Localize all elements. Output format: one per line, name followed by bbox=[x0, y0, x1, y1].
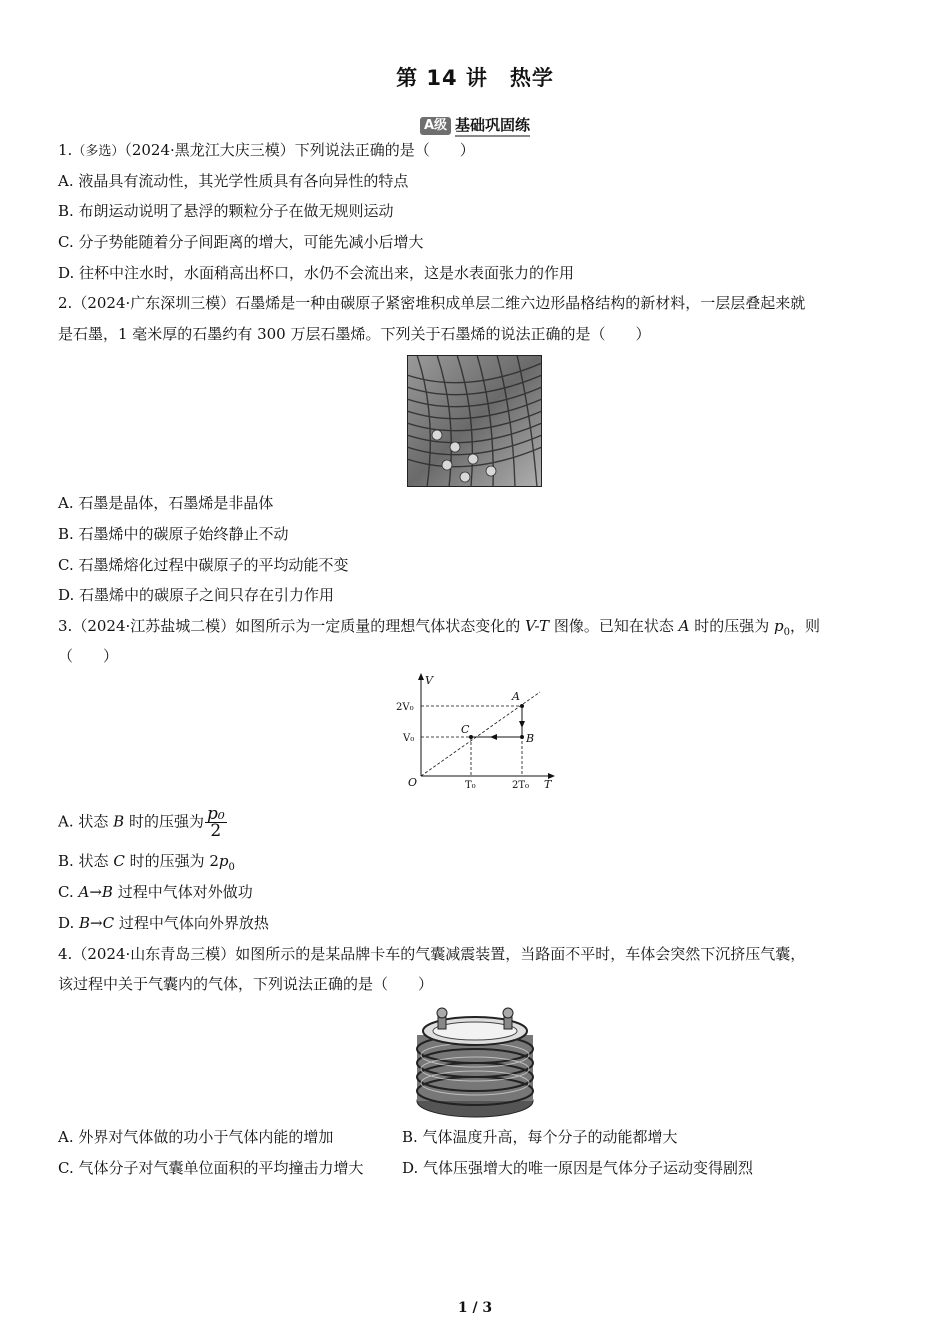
v-axis-label: V bbox=[425, 674, 433, 687]
page-number: 1 / 3 bbox=[457, 1300, 493, 1316]
label-c: C bbox=[461, 723, 470, 736]
air-bag-picture bbox=[412, 1005, 538, 1121]
q4-option-d: D. 气体压强增大的唯一原因是气体分子运动变得剧烈 bbox=[402, 1159, 754, 1177]
graphene-image bbox=[407, 355, 542, 487]
q2-option-a: A. 石墨是晶体，石墨烯是非晶体 bbox=[58, 494, 274, 512]
q3-stem-line2: （ ） bbox=[58, 647, 119, 665]
q3-option-b: B. 状态 C 时的压强为 $2p_0$ bbox=[58, 852, 235, 873]
q2-option-d: D. 石墨烯中的碳原子之间只存在引力作用 bbox=[58, 586, 335, 604]
vt-graph bbox=[394, 670, 560, 792]
graphene-picture bbox=[407, 355, 542, 487]
q1-option-c: C. 分子势能随着分子间距离的增大，可能先减小后增大 bbox=[58, 233, 424, 251]
q3-option-a: A. 状态 B 时的压强为 $\frac{\text{p₀}}{2}$ bbox=[58, 804, 225, 841]
x-tick-2t0: 2T₀ bbox=[512, 780, 530, 791]
level-badge: A级 bbox=[420, 117, 451, 135]
q1-option-d: D. 往杯中注水时，水面稍高出杯口，水仍不会流出来，这是水表面张力的作用 bbox=[58, 264, 575, 282]
q2-option-c: C. 石墨烯熔化过程中碳原子的平均动能不变 bbox=[58, 556, 349, 574]
level-text: 基础巩固练 bbox=[455, 116, 530, 137]
v-axis-arrow bbox=[418, 673, 424, 680]
fraction-p0-over-2: $\frac{\text{p₀}}{2}$ bbox=[206, 804, 225, 841]
level-banner bbox=[0, 114, 950, 135]
q4-option-a: A. 外界对气体做的功小于气体内能的增加 bbox=[58, 1128, 334, 1146]
y-tick-2v0: 2V₀ bbox=[396, 702, 414, 713]
q2-option-b: B. 石墨烯中的碳原子始终静止不动 bbox=[58, 525, 289, 543]
label-a: A bbox=[512, 690, 520, 703]
origin-label: O bbox=[408, 776, 418, 789]
t-axis-label: T bbox=[544, 778, 552, 791]
vt-graph-svg bbox=[394, 670, 560, 792]
y-tick-v0: V₀ bbox=[403, 733, 415, 744]
q2-stem-line2: 是石墨，1 毫米厚的石墨约有 300 万层石墨烯。下列关于石墨烯的说法正确的是（ ） bbox=[58, 325, 651, 343]
point-a bbox=[520, 704, 524, 708]
q4-stem-line1: 4.（2024·山东青岛三模）如图所示的是某品牌卡车的气囊减震装置，当路面不平时，车体会突然下沉挤压气囊， bbox=[58, 945, 806, 963]
q1-option-a: A. 液晶具有流动性，其光学性质具有各向异性的特点 bbox=[58, 172, 409, 190]
page-title: 第 14 讲 热学 bbox=[396, 66, 554, 90]
point-b bbox=[520, 735, 524, 739]
q3-option-d: D. B→C 过程中气体向外界放热 bbox=[58, 914, 269, 932]
q4-option-b: B. 气体温度升高，每个分子的动能都增大 bbox=[402, 1128, 678, 1146]
label-b: B bbox=[526, 732, 535, 745]
air-bag-image bbox=[412, 1005, 538, 1121]
q2-stem-line1: 2.（2024·广东深圳三模）石墨烯是一种由碳原子紧密堆积成单层二维六边形晶格结构的新材料，一层层叠起来就 bbox=[58, 294, 806, 312]
x-tick-t0: T₀ bbox=[465, 780, 476, 791]
q3-stem-line1: 3.（2024·江苏盐城二模）如图所示为一定质量的理想气体状态变化的 V-T 图像。已知在状态 A 时的压强为 $p_0$，则 bbox=[58, 617, 820, 638]
point-c bbox=[469, 735, 473, 739]
q3-option-c: C. A→B 过程中气体对外做功 bbox=[58, 883, 253, 901]
q1-stem: 1.（多选）（2024·黑龙江大庆三模）下列说法正确的是（ ） bbox=[58, 141, 475, 159]
q4-option-c: C. 气体分子对气囊单位面积的平均撞击力增大 bbox=[58, 1159, 364, 1177]
q4-stem-line2: 该过程中关于气囊内的气体，下列说法正确的是（ ） bbox=[58, 975, 434, 993]
q1-option-b: B. 布朗运动说明了悬浮的颗粒分子在做无规则运动 bbox=[58, 202, 394, 220]
